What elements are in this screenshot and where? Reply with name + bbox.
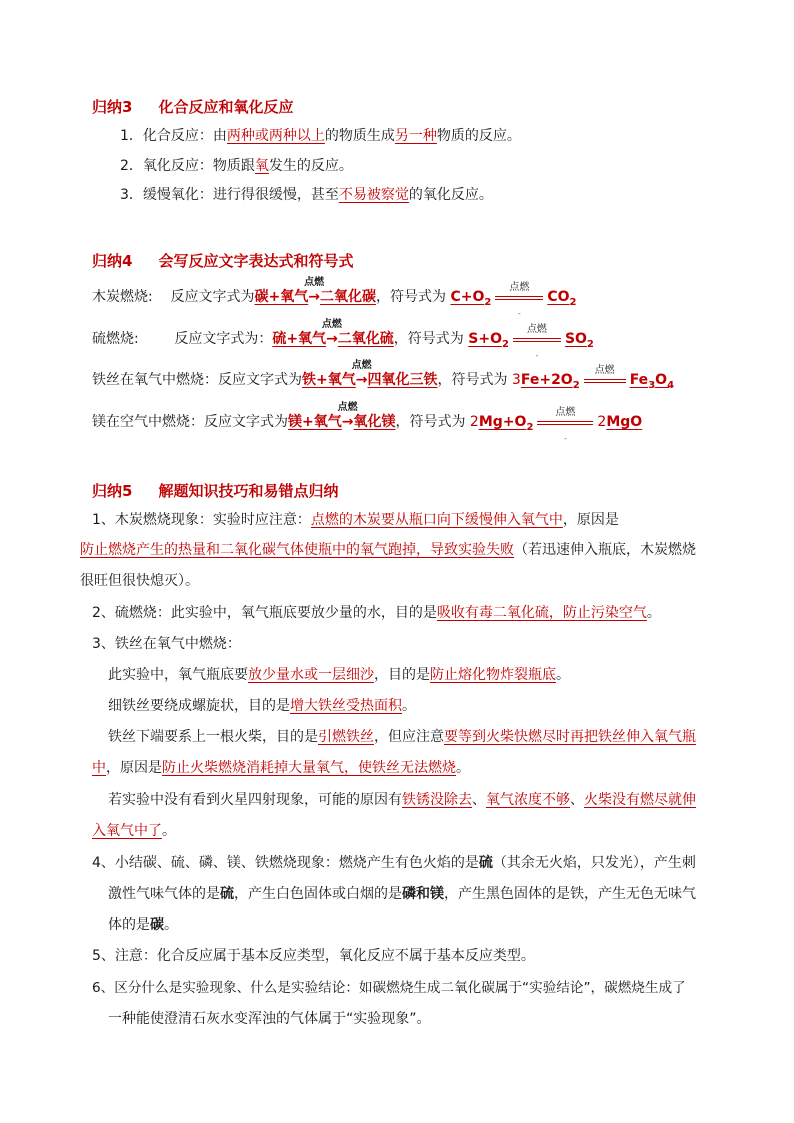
text: ，但应注意 [374, 729, 444, 745]
tip-1-line-1 [92, 510, 619, 530]
text: （若迅速伸入瓶底，木炭燃烧 [514, 542, 696, 558]
text: 1、木炭燃烧现象：实验时应注意： [92, 512, 311, 528]
text: 物质的反应。 [436, 128, 521, 144]
arrow-icon: → [326, 331, 338, 347]
text: 一种能使澄清石灰水变浑浊的气体属于“实验现象”。 [108, 1011, 431, 1027]
answer-blank: 引燃铁丝 [318, 729, 374, 745]
answer-blank: 防止熔化物炸裂瓶底 [430, 667, 556, 683]
magnesium-combustion-row [92, 402, 643, 443]
text: ，符号式为 [393, 331, 464, 347]
text: 反应文字式为： [174, 331, 273, 347]
text: ，产生白色固体或白烟的是 [234, 886, 402, 902]
symbol-product: CO [547, 289, 570, 305]
equals-sign [584, 365, 626, 390]
reaction-name: 铁丝在氧气中燃烧： [92, 372, 218, 388]
answer-blank: 氧气浓度不够 [486, 792, 570, 808]
section-3-number: 归纳3 [92, 98, 133, 116]
tip-3-match-2 [92, 758, 470, 778]
word-product: 四氧化三铁 [367, 372, 438, 388]
text: ，原因是 [106, 760, 162, 776]
text: ，符号式为 [395, 414, 466, 430]
text: 。 [556, 667, 570, 683]
answer-blank: 防止火柴燃烧消耗掉大量氧气，使铁丝无法燃烧 [162, 760, 456, 776]
answer-blank: 铁锈没除去 [402, 792, 472, 808]
word-reactants: 硫+氧气 [272, 331, 327, 347]
text: 6、区分什么是实验现象、什么是实验结论：如碳燃烧生成二氧化碳属于“实验结论”，碳燃烧生成了 [92, 980, 686, 996]
text: 1．化合反应：由 [120, 128, 227, 144]
tip-5 [92, 946, 535, 966]
answer: 硫 [478, 855, 493, 871]
answer-blank: 要等到火柴快燃尽时再把铁丝伸入氧气瓶 [444, 729, 696, 745]
charcoal-combustion-row [92, 277, 577, 318]
tip-3-match-1 [108, 727, 696, 747]
subscript: 2 [569, 296, 577, 308]
section-4-heading [92, 250, 353, 271]
answer-blank: 防止燃烧产生的热量和二氧化碳气体使瓶中的氧气跑掉，导致实验失败 [80, 542, 514, 558]
dash: - [535, 351, 539, 360]
tip-4-line-3 [108, 915, 178, 935]
text: 、 [570, 792, 584, 808]
answer-blank: 火柴没有燃尽就伸 [584, 792, 696, 808]
text: 。 [646, 605, 661, 621]
text: 的氧化反应。 [408, 187, 493, 203]
text: ，符号式为 [437, 372, 508, 388]
tip-3-sparks-2 [92, 821, 176, 841]
answer-blank: 放少量水或一层细沙 [248, 667, 374, 683]
text: 反应文字式为 [204, 414, 288, 430]
symbol-reactants: C+O [450, 289, 485, 305]
answer-blank: 中 [92, 760, 106, 776]
text: 若实验中没有看到火星四射现象，可能的原因有 [108, 792, 402, 808]
symbol-product: MgO [606, 414, 643, 430]
subscript: 2 [484, 296, 492, 308]
condition-label: 点燃 [555, 407, 576, 418]
subscript: 2 [501, 338, 509, 350]
text: 体的是 [108, 917, 150, 933]
tip-3-sparks-1 [108, 790, 696, 810]
section-3-title: 化合反应和氧化反应 [158, 98, 294, 116]
tip-6-line-2 [108, 1009, 431, 1029]
equals-sign [495, 282, 543, 318]
subscript: 2 [526, 421, 534, 433]
section-5-number: 归纳5 [92, 482, 133, 500]
text: 2．氧化反应：物质跟 [120, 158, 255, 174]
symbol-reactants: Mg+O [478, 414, 527, 430]
section-5-heading [92, 480, 338, 501]
subscript: 2 [586, 338, 594, 350]
equals-sign [513, 324, 561, 360]
text: 。 [456, 760, 470, 776]
text: ，符号式为 [376, 289, 446, 305]
dash: - [517, 309, 521, 318]
text: 4、小结碳、硫、磷、镁、铁燃烧现象：燃烧产生有色火焰的是 [92, 855, 479, 871]
tip-3-bottle [108, 665, 570, 685]
text: 的物质生成 [324, 128, 395, 144]
condition-label: 点燃 [304, 277, 325, 288]
section-4-number: 归纳4 [92, 252, 133, 270]
text: 。 [164, 917, 178, 933]
text: ，原因是 [562, 512, 619, 528]
answer-blank: 氧 [254, 158, 269, 174]
symbol-product: SO [564, 331, 587, 347]
reaction-name: 木炭燃烧: [92, 289, 153, 305]
subscript: 4 [667, 379, 675, 391]
text: 铁丝下端要系上一根火柴，目的是 [108, 729, 318, 745]
sulfur-combustion-row [92, 319, 594, 360]
arrow-icon: → [355, 372, 368, 388]
tip-1-line-2 [80, 540, 696, 560]
word-reactants: 镁+氧气 [288, 414, 342, 430]
section-5-title: 解题知识技巧和易错点归纳 [158, 482, 339, 500]
tip-4-line-2 [108, 884, 696, 904]
text: 细铁丝要绕成螺旋状，目的是 [108, 698, 290, 714]
answer-blank: 不易被察觉 [338, 187, 409, 203]
answer-blank: 点燃的木炭要从瓶口向下缓慢伸入氧气中 [310, 512, 563, 528]
coefficient: 2 [469, 414, 479, 430]
answer-blank: 另一种 [394, 128, 437, 144]
answer-blank: 两种或两种以上 [226, 128, 325, 144]
subscript: 2 [572, 379, 580, 391]
text: （其余无火焰，只发光），产生刺 [492, 855, 696, 871]
slow-oxidation-definition [120, 185, 493, 205]
text: ，产生黑色固体的是铁，产生无色无味气 [444, 886, 696, 902]
symbol-product: O [655, 372, 668, 388]
combination-reaction-definition [120, 126, 521, 146]
text: 激性气味气体的是 [108, 886, 220, 902]
arrow-icon: → [308, 289, 320, 305]
symbol-reactants: S+O [468, 331, 502, 347]
text: 3．缓慢氧化：进行得很缓慢，甚至 [120, 187, 339, 203]
word-product: 氧化镁 [353, 414, 396, 430]
answer: 硫 [220, 886, 234, 902]
text: 3、铁丝在氧气中燃烧： [92, 636, 241, 652]
coefficient: 3 [511, 372, 521, 388]
text: ，目的是 [374, 667, 430, 683]
section-3-heading [92, 96, 293, 117]
equals-sign [537, 407, 593, 443]
tip-4-line-1 [92, 853, 696, 873]
iron-combustion-row [92, 360, 675, 396]
text: 。 [162, 823, 176, 839]
text: 2、硫燃烧：此实验中，氧气瓶底要放少量的水，目的是 [92, 605, 437, 621]
condition-label: 点燃 [594, 365, 615, 376]
word-product: 二氧化硫 [337, 331, 394, 347]
tip-3-title [92, 634, 241, 654]
word-product: 二氧化碳 [320, 289, 376, 305]
answer: 碳 [150, 917, 164, 933]
text: 反应文字式为 [218, 372, 302, 388]
section-4-title: 会写反应文字表达式和符号式 [158, 252, 354, 270]
word-reactants: 铁+氧气 [302, 372, 356, 388]
text: 。 [402, 698, 416, 714]
symbol-product: Fe [629, 372, 649, 388]
reaction-name: 镁在空气中燃烧： [92, 414, 204, 430]
tip-6-line-1 [92, 978, 686, 998]
condition-label: 点燃 [321, 319, 342, 330]
condition-label: 点燃 [337, 402, 358, 413]
subscript: 3 [648, 379, 656, 391]
arrow-icon: → [341, 414, 354, 430]
oxidation-reaction-definition [120, 156, 353, 176]
text: 5、注意：化合反应属于基本反应类型，氧化反应不属于基本反应类型。 [92, 948, 535, 964]
tip-3-spiral [108, 696, 416, 716]
tip-2 [92, 603, 661, 623]
coefficient: 2 [597, 414, 607, 430]
text: 发生的反应。 [268, 158, 353, 174]
condition-label: 点燃 [509, 282, 530, 293]
word-reactants: 碳+氧气 [254, 289, 309, 305]
condition-label: 点燃 [526, 324, 547, 335]
answer-blank: 吸收有毒二氧化硫，防止污染空气 [436, 605, 647, 621]
symbol-reactants: Fe+2O [520, 372, 573, 388]
reaction-name: 硫燃烧: [92, 331, 139, 347]
dash: - [563, 434, 567, 443]
answer-blank: 增大铁丝受热面积 [290, 698, 402, 714]
text: 、 [472, 792, 486, 808]
answer-blank: 入氧气中了 [92, 823, 162, 839]
text: 很旺但很快熄灭）。 [80, 573, 199, 589]
text: 反应文字式为 [170, 289, 255, 305]
tip-1-line-3 [80, 571, 199, 591]
condition-label: 点燃 [351, 360, 372, 371]
answer: 磷和镁 [402, 886, 444, 902]
text: 此实验中，氧气瓶底要 [108, 667, 248, 683]
